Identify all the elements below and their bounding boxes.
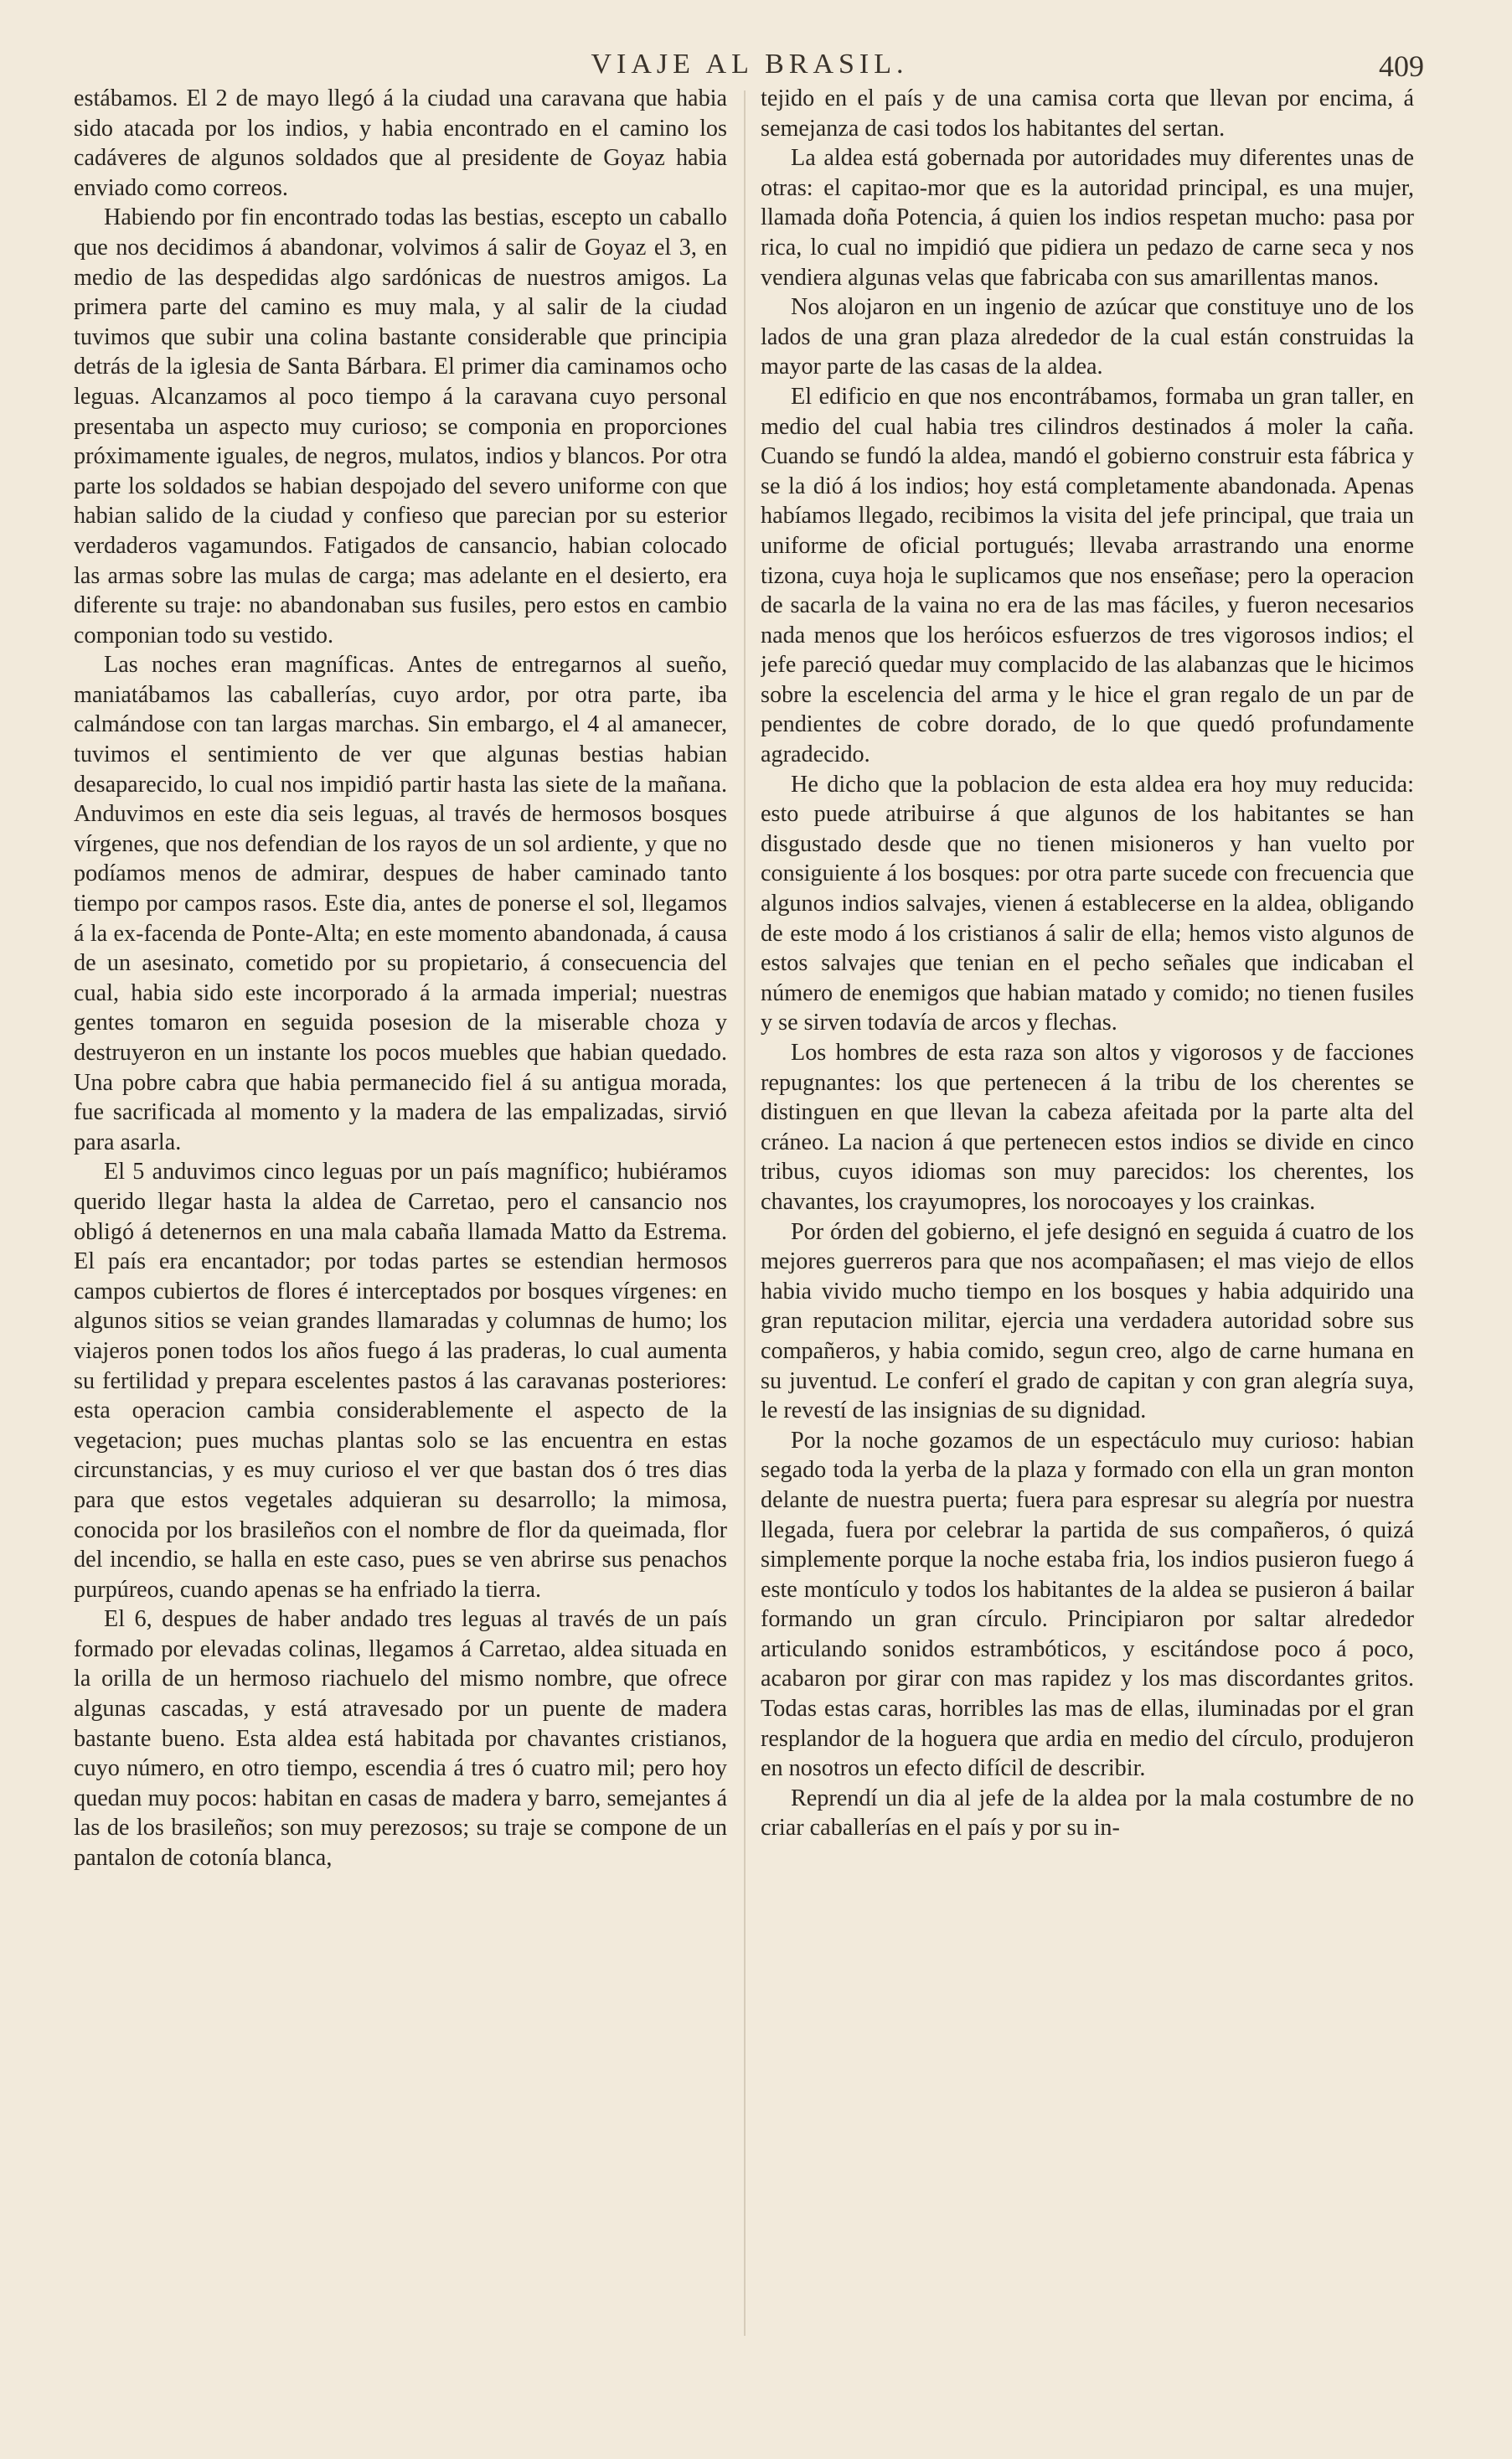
paragraph: Habiendo por fin encontrado todas las bestias, escepto un caballo que nos decidimos á abandonar, volvimos á salir de Goyaz el 3, en medio de las despedidas algo sardónicas de nuestros amigos. La primera parte del camino es muy mala, y al salir de la ciudad tuvimos que subir una colina bastante considerable que principia detrás de la iglesia de Santa Bárbara. El primer dia caminamos ocho leguas. Alcanzamos al poco tiempo á la caravana cuyo personal presentaba un aspecto muy curioso; se componia en proporciones próximamente iguales, de negros, mulatos, indios y blancos. Por otra parte los soldados se habian despojado del severo uniforme con que habian salido de la ciudad y confieso que parecian por su esterior verdaderos vagamundos. Fatigados de cansancio, habian colocado las armas sobre las mulas de carga; mas adelante en el desierto, era diferente su traje: no abandonaban sus fusiles, pero estos en cambio componian todo su vestido. xyxy=(74,204,727,648)
left-column xyxy=(74,84,727,2329)
paragraph: La aldea está gobernada por autoridades muy diferentes unas de otras: el capitao-mor que es la autoridad principal, es una mujer, llamada doña Potencia, á quien los indios respetan mucho: pasa por rica, lo cual no impidió que pidiera un pedazo de carne seca y nos vendiera algunas velas que fabricaba con sus amarillentas manos. xyxy=(761,145,1414,291)
column-divider xyxy=(744,90,746,2336)
paragraph: tejido en el país y de una camisa corta que llevan por encima, á semejanza de casi todos los habitantes del sertan. xyxy=(761,85,1414,142)
page-number: 409 xyxy=(1379,49,1424,83)
paragraph: El 5 anduvimos cinco leguas por un país magnífico; hubiéramos querido llegar hasta la aldea de Carretao, pero el cansancio nos obligó á detenernos en una mala cabaña llamada Matto da Estrema. El país era encantador; por todas partes se estendian hermosos campos cubiertos de flores é interceptados por bosques vírgenes: en algunos sitios se veian grandes llamaradas y columnas de humo; los viajeros ponen todos los años fuego á las praderas, lo cual aumenta su fertilidad y prepara escelentes pastos á las caravanas posteriores: esta operacion cambia considerablemente el aspecto de la vegetacion; pues muchas plantas solo se las encuentra en estas circunstancias, y es muy curioso el ver que bastan dos ó tres dias para que estos vegetales adquieran su desarrollo; la mimosa, conocida por los brasileños con el nombre de flor da queimada, flor del incendio, se halla en este caso, pues se ven abrirse sus penachos purpúreos, cuando apenas se ha enfriado la tierra. xyxy=(74,1159,727,1603)
running-title: VIAJE AL BRASIL. xyxy=(591,49,909,80)
paragraph: Por órden del gobierno, el jefe designó en seguida á cuatro de los mejores guerreros para que nos acompañasen; el mas viejo de ellos habia vivido mucho tiempo en los bosques y habia adquirido una gran reputacion militar, ejercia una verdadera autoridad sobre sus compañeros, y habia comido, segun creo, algo de carne humana en su juventud. Le conferí el grado de capitan y con gran alegría suya, le revestí de las insignias de su dignidad. xyxy=(761,1218,1414,1424)
paragraph: Reprendí un dia al jefe de la aldea por la mala costumbre de no criar caballerías en el país y por su in- xyxy=(761,1785,1414,1842)
paragraph: Nos alojaron en un ingenio de azúcar que constituye uno de los lados de una gran plaza alrededor de la cual están construidas la mayor parte de las casas de la aldea. xyxy=(761,294,1414,380)
right-column xyxy=(761,84,1414,2329)
paragraph: El 6, despues de haber andado tres leguas al través de un país formado por elevadas colinas, llegamos á Carretao, aldea situada en la orilla de un hermoso riachuelo del mismo nombre, que ofrece algunas cascadas, y está atravesado por un puente de madera bastante bueno. Esta aldea está habitada por chavantes cristianos, cuyo número, en otro tiempo, escendia á tres ó cuatro mil; pero hoy quedan muy pocos: habitan en casas de madera y barro, semejantes á las de los brasileños; son muy perezosos; su traje se compone de un pantalon de cotonía blanca, xyxy=(74,1606,727,1872)
paragraph: El edificio en que nos encontrábamos, formaba un gran taller, en medio del cual habia tres cilindros destinados á moler la caña. Cuando se fundó la aldea, mandó el gobierno construir esta fábrica y se la dió á los indios; hoy está completamente abandonada. Apenas habíamos llegado, recibimos la visita del jefe principal, que traia un uniforme de oficial portugués; llevaba arrastrando una enorme tizona, cuya hoja le suplicamos que nos enseñase; pero la operacion de sacarla de la vaina no era de las mas fáciles, y fueron necesarios nada menos que los heróicos esfuerzos de tres vigorosos indios; el jefe pareció quedar muy complacido de las alabanzas que le hicimos sobre la escelencia del arma y le hice el gran regalo de un par de pendientes de cobre dorado, de lo que quedó profundamente agradecido. xyxy=(761,383,1414,768)
page-header xyxy=(75,49,1424,82)
paragraph: Las noches eran magníficas. Antes de entregarnos al sueño, maniatábamos las caballerías, cuyo ardor, por otra parte, iba calmándose con tan largas marchas. Sin embargo, el 4 al amanecer, tuvimos el sentimiento de ver que algunas bestias habian desaparecido, lo cual nos impidió partir hasta las siete de la mañana. Anduvimos en este dia seis leguas, al través de hermosos bosques vírgenes, que nos defendian de los rayos de un sol ardiente, y que no podíamos menos de admirar, despues de haber caminado tanto tiempo por campos rasos. Este dia, antes de ponerse el sol, llegamos á la ex-facenda de Ponte-Alta; en este momento abandonada, á causa de un asesinato, cometido por su propietario, á consecuencia del cual, habia sido este incorporado á la armada imperial; nuestras gentes tomaron en seguida posesion de la miserable choza y destruyeron en un instante los pocos muebles que habian quedado. Una pobre cabra que habia permanecido fiel á su antigua morada, fue sacrificada al momento y la madera de las empalizadas, sirvió para asarla. xyxy=(74,652,727,1155)
paragraph: He dicho que la poblacion de esta aldea era hoy muy reducida: esto puede atribuirse á que algunos de los habitantes se han disgustado desde que no tienen misioneros y han vuelto por consiguiente á los bosques: por otra parte sucede con frecuencia que algunos indios salvajes, vienen á establecerse en la aldea, obligando de este modo á los cristianos á salir de ella; hemos visto algunos de estos salvajes que tenian en el pecho señales que indicaban el número de enemigos que habian matado y comido; no tienen fusiles y se sirven todavía de arcos y flechas. xyxy=(761,771,1414,1036)
paragraph: estábamos. El 2 de mayo llegó á la ciudad una caravana que habia sido atacada por los indios, y habia encontrado en el camino los cadáveres de algunos soldados que al presidente de Goyaz habia enviado como correos. xyxy=(74,85,727,201)
paragraph: Por la noche gozamos de un espectáculo muy curioso: habian segado toda la yerba de la plaza y formado con ella un gran monton delante de nuestra puerta; fuera para espresar su alegría por nuestra llegada, fuera por celebrar la partida de sus compañeros, ó quizá simplemente porque la noche estaba fria, los indios pusieron fuego á este montículo y todos los habitantes de la aldea se pusieron á bailar formando un gran círculo. Principiaron por saltar alrededor articulando sonidos estrambóticos, y escitándose poco á poco, acabaron por girar con mas rapidez y los mas discordantes gritos. Todas estas caras, horribles las mas de ellas, iluminadas por el gran resplandor de la hoguera que ardia en medio del círculo, produjeron en nosotros un efecto difícil de describir. xyxy=(761,1427,1414,1782)
paragraph: Los hombres de esta raza son altos y vigorosos y de facciones repugnantes: los que pertenecen á la tribu de los cherentes se distinguen en que llevan la cabeza afeitada por la parte alta del cráneo. La nacion á que pertenecen estos indios se divide en cinco tribus, cuyos idiomas son muy parecidos: los cherentes, los chavantes, los crayumopres, los norocoayes y los crainkas. xyxy=(761,1040,1414,1215)
